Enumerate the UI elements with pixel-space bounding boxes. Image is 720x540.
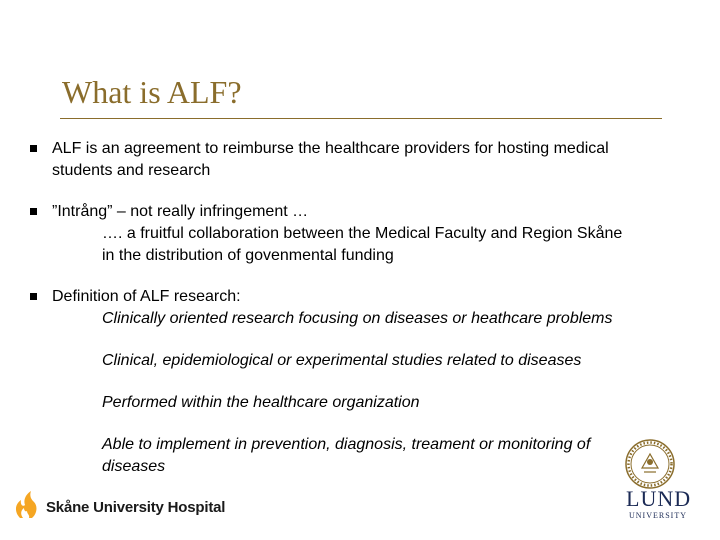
bullet-2-line-1: ”Intrång” – not really infringement … <box>52 203 309 220</box>
university-name: LUND <box>626 486 692 511</box>
hospital-logo <box>12 490 225 525</box>
university-sub: UNIVERSITY <box>629 511 687 520</box>
bullet-1-line-2: students and research <box>52 162 211 179</box>
definition-item-3: Performed within the healthcare organization <box>102 394 420 411</box>
bullet-2 <box>30 201 690 267</box>
bullet-2-line-2: …. a fruitful collaboration between the Medical Faculty and Region Skåne <box>102 225 623 242</box>
bullet-square-icon <box>30 145 37 152</box>
hospital-name: Skåne University Hospital <box>46 499 226 516</box>
definition-item-4: Able to implement in prevention, diagnosis, treament or monitoring of <box>102 436 591 453</box>
definition-item-1: Clinically oriented research focusing on diseases or heathcare problems <box>102 310 613 327</box>
slide-title: What is ALF? <box>62 74 242 110</box>
bullet-1-line-1: ALF is an agreement to reimburse the healthcare providers for hosting medical <box>52 140 609 157</box>
bullet-square-icon <box>30 208 37 215</box>
bullet-1 <box>30 138 690 182</box>
bullet-3-line-1: Definition of ALF research: <box>52 288 241 305</box>
flame-logo-icon <box>12 490 40 525</box>
bullet-2-line-3: in the distribution of govenmental funding <box>102 247 394 264</box>
definition-item-4-cont: diseases <box>102 458 166 475</box>
bullet-3 <box>30 286 690 478</box>
lund-university-logo <box>626 488 690 522</box>
bullet-square-icon <box>30 293 37 300</box>
slide-content <box>30 138 690 478</box>
title-divider <box>60 118 662 119</box>
definition-item-2: Clinical, epidemiological or experimental studies related to diseases <box>102 352 582 369</box>
